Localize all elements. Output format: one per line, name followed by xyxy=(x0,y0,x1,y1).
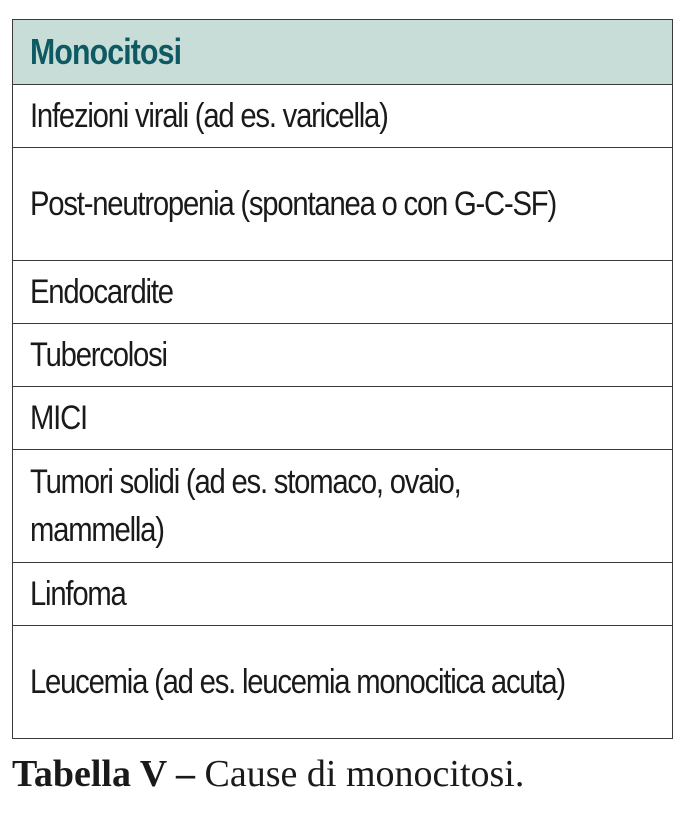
table-row xyxy=(13,449,672,562)
table-cell: Tumori solidi (ad es. stomaco, ovaio, mammella) xyxy=(30,463,461,549)
table-row xyxy=(13,386,672,449)
table-cell: MICI xyxy=(30,399,87,437)
table-row xyxy=(13,260,672,323)
caption-text: Cause di monocitosi. xyxy=(204,753,525,795)
table-row xyxy=(13,323,672,386)
table-cell: Post-neutropenia (spontanea o con G-C-SF) xyxy=(30,185,556,223)
table-cell: Endocardite xyxy=(30,273,173,311)
table-cell: Tubercolosi xyxy=(30,336,167,374)
table-row xyxy=(13,147,672,260)
table-header xyxy=(13,20,672,84)
table-row xyxy=(13,84,672,147)
table-cell: Leucemia (ad es. leucemia monocitica acuta) xyxy=(30,663,565,701)
table-cell: Infezioni virali (ad es. varicella) xyxy=(30,97,388,135)
table-row xyxy=(13,562,672,625)
table-caption xyxy=(12,752,524,796)
table-cell: Linfoma xyxy=(30,575,126,613)
table-row xyxy=(13,625,672,738)
table-header-label: Monocitosi xyxy=(30,31,182,72)
monocitosi-table xyxy=(12,19,673,739)
caption-label: Tabella V – xyxy=(12,753,196,795)
